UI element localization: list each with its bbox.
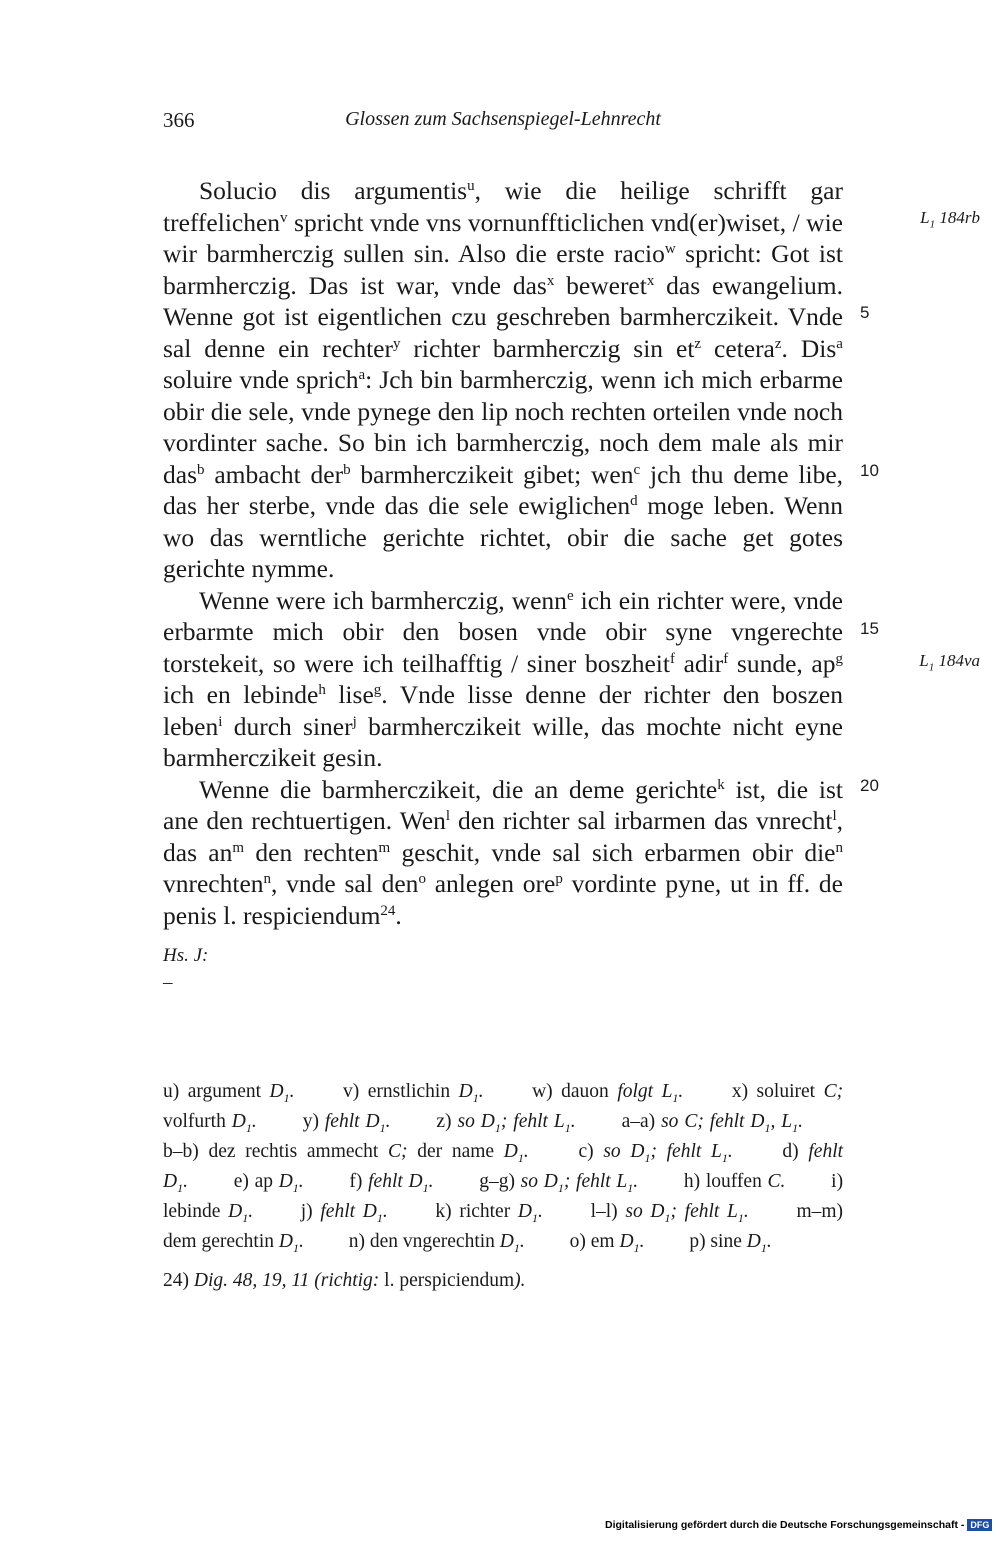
manuscript-dash: – <box>163 972 173 993</box>
paragraph-2: Wenne were ich barmherczig, wenn$^e$ ich ein richter were, vnde erbarmte mich obir den bosen vnde obir syne vngerechte torstekeit, so were ich teilhafftig / siner boszheit$^f$ adir$^f$ sunde, $ap^g$ ich en lebinde$^h$ lise$^g$. Vnde lisse denne der richter den boszen leben$^i$ durch siner$^j$ barmherczikeit wille, das mochte nicht eyne barmherczikeit gesin. <box>163 585 843 772</box>
line-number-10: 10 <box>860 461 879 480</box>
page-header <box>163 108 843 138</box>
digitization-credit: Digitalisierung gefördert durch die Deutsche Forschungsgemeinschaft - DFG <box>605 1519 992 1535</box>
line-number-15: 15 <box>860 619 879 638</box>
critical-apparatus: u) argument $D_1$. v) ernstlichin $D_1$. w) dauon folgt $L_1$. x) soluiret C; volfurth $D_1$. y) fehlt $D_1$. z) so $D_1$; fehlt $L_1$. a–a) so C; fehlt $D_1$, $L_1$. b–b) dez rechtis ammecht C; der name $D_1$. c) so $D_1$; fehlt $L_1$. d) fehlt $D_1$. e) ap $D_1$. f) fehlt $D_1$. g–g) so $D_1$; fehlt $L_1$. h) louffen C. i) lebinde $D_1$. j) fehlt $D_1$. k) richter $D_1$. l–l) so $D_1$; fehlt $L_1$. m–m) dem gerechtin $D_1$. n) den vngerechtin $D_1$. o) em $D_1$. p) sine $D_1$. <box>163 1081 844 1256</box>
line-number-5: 5 <box>860 303 870 322</box>
running-title: Glossen zum Sachsenspiegel-Lehnrecht <box>345 108 661 130</box>
paragraph-3: Wenne die barmherczikeit, die an deme gerichte$^k$ ist, die ist ane den rechtuertigen. Wen$^l$ den richter sal irbarmen das vnrecht$^l$, das $an^m$ den rechten$^m$ geschit, vnde sal sich erbarmen obir die$^n$ vnrechten$^n$, vnde sal den$^o$ anlegen ore$^p$ vordinte pyne, ut in ff. de penis l. respiciendum$^{24}$. <box>163 774 844 930</box>
margin-folio-ref-1: $L_1$ 184rb <box>920 208 980 231</box>
dfg-logo-icon: DFG <box>967 1519 992 1531</box>
margin-folio-ref-2: $L_1$ 184va <box>919 651 980 674</box>
page-number: 366 <box>163 108 195 132</box>
line-number-20: 20 <box>860 776 879 795</box>
paragraph-1: Solucio dis argumentis$^u$, wie die heilige schrifft gar treffelichen$^v$ spricht vnde vns vornunffticlichen vnd(er)wiset, / wie wir barmherczig sullen sin. Also die erste racio$^w$ spricht: Got ist barmherczig. Das ist war, vnde das$^x$ beweret$^x$ das ewangelium. Wenne got ist eigentlichen czu geschreben barmherczikeit. Vnde sal denne ein rechter$^y$ richter barmherczig $\sin et^z$ cetera$^z$. Dis$^a$ soluire vnde sprich$^a$: Jch bin barmherczig, wenn ich mich erbarme obir die sele, vnde pynege den lip noch rechten orteilen vnde noch vordinter sache. So bin ich barmherczig, noch dem male als mir das$^b$ ambacht der$^b$ barmherczikeit gibet; wen$^c$ jch thu deme libe, das her sterbe, vnde das die sele ewiglichen$^d$ moge leben. Wenn wo das werntliche gerichte richtet, obir die sache get gotes gerichte nymme. <box>163 176 844 583</box>
manuscript-label: Hs. J: <box>163 945 209 966</box>
footnote-24: 24) Dig. 48, 19, 11 (richtig: l. perspiciendum). <box>163 1270 526 1291</box>
main-text <box>163 175 843 931</box>
